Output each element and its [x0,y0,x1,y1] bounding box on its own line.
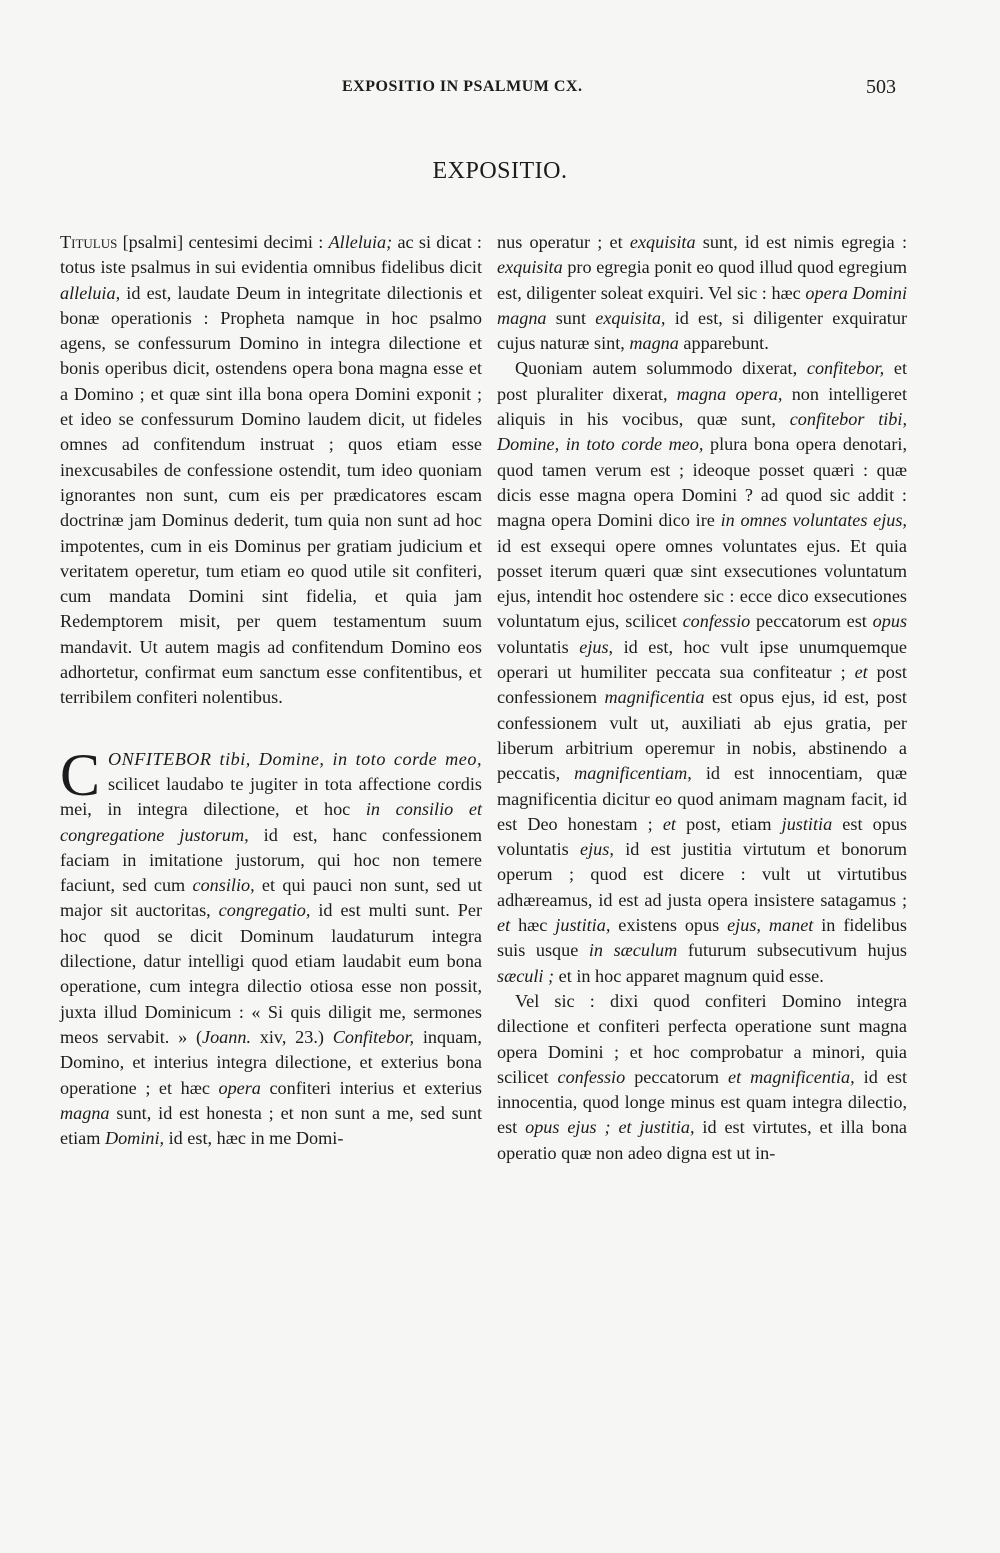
text-run: voluntatis [497,636,580,657]
text-run: id est multi sunt. Per hoc quod se dicit Dominum laudaturum integra dilectione, datur intelligi quod etiam laudabit eum bona operatione, cum integra dilectio otiosa esse non possit, juxta illud Dominicum : « Si quis diligit me, sermones meos servabit. » ( [60,900,482,1047]
right-column [497,230,907,1166]
text-run: sunt [546,307,596,328]
text-run: post confessionem [497,662,907,708]
italic-run: ejus, manet [727,915,814,936]
text-run: scilicet laudabo te jugiter in tota affectione cordis mei, in integra dilectione, et hoc [60,773,482,820]
text-run: id est virtutes, et illa bona operatio quæ non adeo digna est ut in- [497,1117,907,1163]
text-run: id est innocentia, quod longe minus est quam integra dilectio, est [497,1066,907,1138]
text-run: id est, si diligenter exquiratur cujus naturæ sint, [497,307,907,354]
text-run: in fidelibus suis usque [497,915,907,961]
paragraph-vel-sic [497,989,907,1166]
page-number: 503 [866,76,896,98]
text-run: id est justitia virtutum et bonorum operum ; quod est dicere : vult ut virtutibus adhæreamus, id est ad justa opera insistere satagamus ; [497,839,907,910]
italic-run: confitebor, [806,358,885,379]
text-run: plura bona opera denotari, quod tamen verum est ; ideoque posset quæri : quæ dicis esse magna opera Domini ? ad quod sic addit : magna opera Domini dico ire [497,434,907,531]
italic-run: ejus, [579,636,614,657]
text-run: Vel sic : dixi quod confiteri Domino integra dilectione et confiteri perfecta operatione sunt magna opera Domini ; et hoc comprobatur a minori, quia scilicet [497,990,907,1087]
text-run: peccatorum [625,1066,728,1087]
italic-run: magna [60,1102,110,1123]
text-run: nus operatur ; et [497,232,630,252]
text-run: est opus voluntatis [497,813,908,860]
italic-run: opus ejus ; et justitia, [525,1117,695,1138]
italic-run: magnificentiam, [574,763,692,784]
italic-run: in sæculum [588,940,678,961]
drop-cap: C [60,741,101,808]
text-run: et post pluraliter dixerat, [497,358,907,404]
text-run: est opus ejus, id est, post confessionem vult ut, auxiliati ab ejus gratia, per liberum arbitrium operemur in nobis, abstinendo a peccatis, [497,687,907,784]
text-run: sunt, id est nimis egregia : [695,232,907,252]
italic-run: Confitebor, [332,1026,415,1047]
paragraph-confitebor [60,741,482,1152]
italic-run: alleluia, [60,282,121,303]
italic-run: in omnes voluntates ejus, [720,510,907,531]
italic-run: confessio [557,1066,626,1087]
italic-run: magna [629,333,679,354]
italic-run: exquisita [629,232,696,252]
text-run: et qui pauci non sunt, sed ut major sit auctoritas, [60,875,482,921]
italic-run: ejus, [580,839,614,860]
text-run: apparebunt. [678,333,769,354]
text-run: [psalmi] centesimi decimi : [117,232,329,252]
text-run: id est, hoc vult ipse unumquemque operari ut humiliter peccata sua confiteatur ; [497,636,907,683]
text-run: ac si dicat : totus iste psalmus in sui evidentia omnibus fidelibus dicit [60,232,482,278]
text-run: confiteri interius et exterius [260,1077,482,1098]
italic-run: exquisita [497,257,563,278]
text-run: id est exsequi opere omnes voluntates ejus. Et quia posset iterum quæri quæ sint exsecutiones voluntatum ejus, intendit hoc ostendere sic : ecce dico exsecutiones voluntatum ejus, scilicet [497,535,907,632]
italic-run: confitebor tibi, Domine, in toto corde meo, [497,409,907,455]
paragraph-quoniam [497,356,907,988]
paragraph-titulus [60,230,482,711]
text-run: id est innocentiam, quæ magnificentia dicitur eo quod animam magnam facit, id est Deo honestam ; [497,763,907,834]
text-run: id est, laudate Deum in integritate dilectionis et bonæ operationis : Propheta namque in hoc psalmo agens, se confessurum Domino in integra dilectione et bonis operibus dicit, ostendens opera bona magna esse et a Domino ; et quæ sint illa bona opera Domini exponit ; et ideo se confessurum Domino laudem dicit, ut fideles omnes ad confitendum instruat ; quos etiam esse inexcusabiles de confessione ostendit, tum ideo quoniam ignorantes non sunt, cum eis per prædicatores escam doctrinæ jam Dominus dederit, tum quia non sunt ad hoc impotentes, cum in eis Dominus per gratiam judicium et veritatem operetur, tum etiam eo quod utile sit confiteri, cum mandata Domini sint fidelia, et quia jam Redemptorem misit, per quem testamentum suum mandavit. Ut autem magis ad confitendum Domino eos adhortetur, confirmat eum sanctum esse confitentibus, et terribilem confiteri nolentibus. [60,282,482,708]
italic-run: et [497,915,511,936]
text-run: non intelligeret aliquis in his vocibus, quæ sunt, [497,383,907,430]
section-title: EXPOSITIO. [432,158,568,184]
italic-run: justitia, [555,915,611,936]
text-run: sunt, id est honesta ; et non sunt a me, sed sunt etiam [60,1102,482,1149]
italic-run: in consilio et congregatione justorum, [60,799,482,845]
paragraph-continuation [497,230,907,356]
running-title: EXPOSITIO IN PSALMUM CX. [342,78,583,95]
text-run: xiv, 23.) [251,1026,333,1047]
italic-run: et magnificentia, [728,1066,855,1087]
italic-run: Domini, [104,1128,165,1149]
text-run: et in hoc apparet magnum quid esse. [554,965,824,986]
italic-run: magna opera, [676,383,783,404]
running-head [0,78,1000,102]
text-run: id est, hæc in me Domi- [164,1128,344,1149]
italic-run: congregatio, [218,900,311,921]
italic-run: ONFITEBOR tibi, Domine, in toto corde meo, [108,748,482,769]
italic-run: Alleluia; [328,232,393,252]
text-run: hæc [510,915,556,936]
left-column [60,230,482,1151]
italic-run: et [662,813,676,834]
titulus-word: Titulus [60,232,118,252]
text-run: futurum subsecutivum hujus [677,940,907,961]
text-run: inquam, Domino, et interius integra dilectione, et exterius bona operatione ; et hæc [60,1026,482,1098]
text-run: Quoniam autem solummodo dixerat, [515,358,807,379]
italic-run: consilio, [192,875,255,896]
text-run: peccatorum est [750,611,873,632]
text-run: id est, hanc confessionem faciam in imitatione justorum, qui hoc non temere faciunt, sed cum [60,824,482,896]
text-run: existens opus [610,915,728,936]
text-run: post, etiam [675,813,782,834]
italic-run: exquisita, [595,307,666,328]
italic-run: et [854,662,868,683]
italic-run: justitia [781,813,833,834]
text-run: pro egregia ponit eo quod illud quod egregium est, diligenter soleat exquiri. Vel sic : hæc [497,257,907,303]
italic-run: magnificentia [604,687,705,708]
italic-run: sæculi ; [497,965,555,986]
italic-run: opus [872,611,908,632]
italic-run: Joann. [202,1026,251,1047]
italic-run: confessio [682,611,751,632]
italic-run: opera [218,1077,261,1098]
italic-run: opera Domini magna [497,282,907,328]
